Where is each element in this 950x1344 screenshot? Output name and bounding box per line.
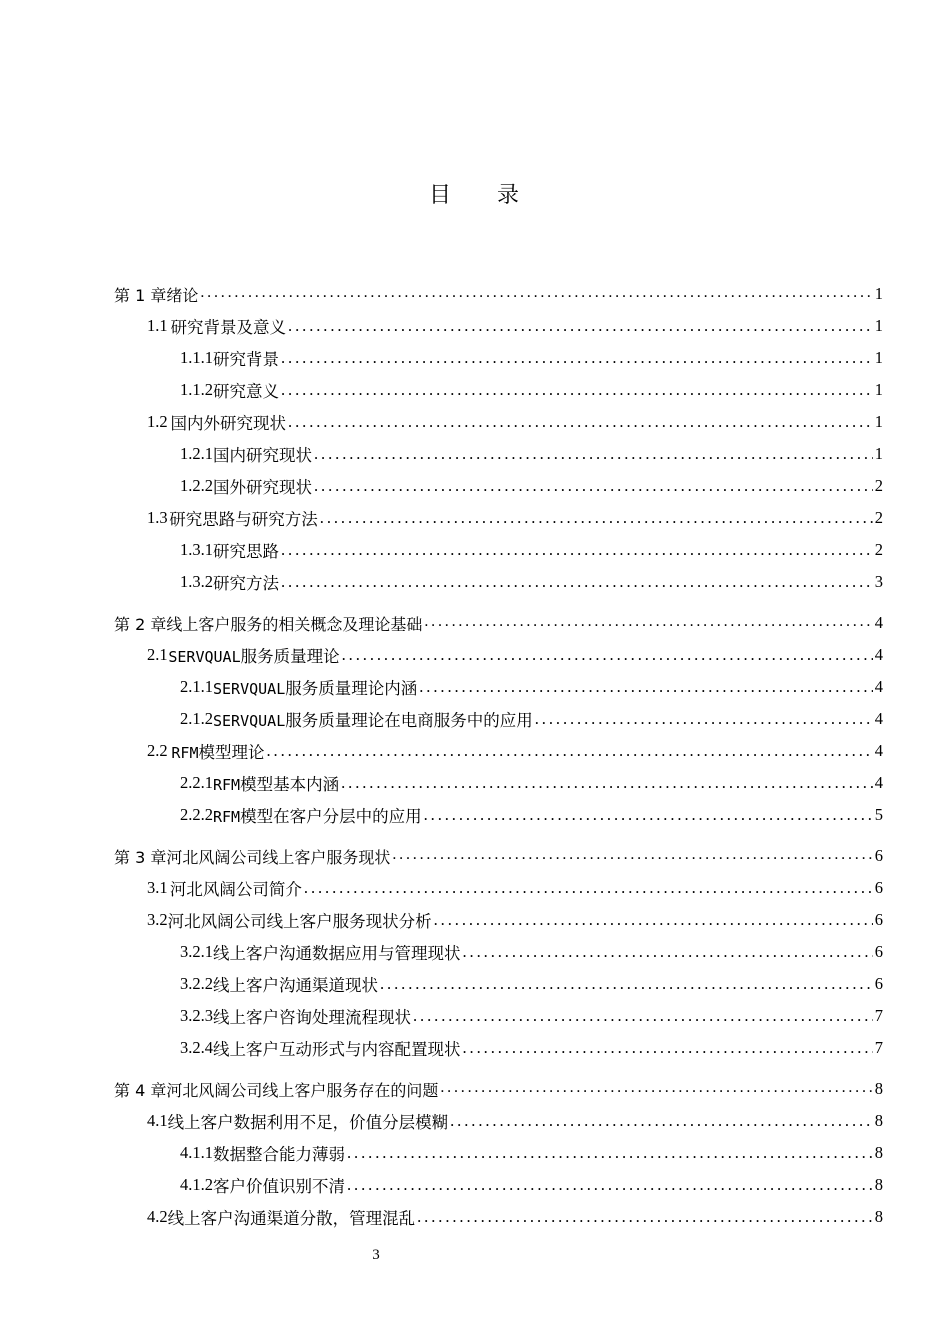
toc-entry-page: 1	[874, 348, 883, 367]
toc-entry-title-text: 线上客户咨询处理流程现状	[213, 1008, 411, 1027]
toc-leader-dots	[200, 284, 872, 303]
toc-entry-title-text: 研究思路与研究方法	[169, 510, 318, 529]
toc-entry-page: 4	[874, 613, 883, 632]
toc-entry-title	[171, 314, 287, 338]
toc-leader-dots	[281, 348, 873, 368]
toc-leader-dots	[320, 508, 873, 528]
toc-entry-page: 8	[874, 1175, 883, 1194]
toc-entry-title	[213, 1173, 345, 1197]
toc-subsection-entry[interactable]	[114, 1169, 883, 1201]
toc-entry-page: 6	[874, 846, 883, 865]
toc-entry-number: 4.2	[147, 1207, 168, 1226]
toc-entry-number: 4.1.1	[180, 1143, 213, 1162]
toc-leader-dots	[281, 380, 873, 400]
toc-entry-title-prefix: SERVQUAL	[213, 680, 286, 698]
toc-entry-title-text: 研究背景及意义	[170, 318, 287, 337]
toc-leader-dots	[314, 444, 873, 464]
toc-chapter-entry[interactable]	[114, 840, 883, 872]
toc-entry-title-text: 线上客户沟通渠道分散，管理混乱	[167, 1209, 416, 1228]
toc-entry-title	[213, 474, 312, 498]
toc-entry-title-text: 线上客户沟通渠道现状	[213, 976, 378, 995]
toc-entry-title-prefix: SERVQUAL	[213, 712, 286, 730]
toc-entry-number: 1.1.1	[180, 348, 213, 367]
toc-section-entry[interactable]	[114, 735, 883, 767]
toc-subsection-entry[interactable]	[114, 1032, 883, 1064]
toc-entry-title	[213, 707, 533, 731]
toc-entry-page: 6	[874, 910, 883, 929]
toc-subsection-entry[interactable]	[114, 438, 883, 470]
toc-entry-title-text: 线上客户数据利用不足，价值分层模糊	[167, 1113, 449, 1132]
toc-entry-page: 1	[874, 444, 883, 463]
toc-leader-dots	[314, 476, 873, 496]
toc-entry-page: 6	[874, 974, 883, 993]
toc-entry-title	[213, 1036, 461, 1060]
toc-heading	[0, 178, 950, 209]
toc-entry-page: 3	[874, 572, 883, 591]
toc-entry-title	[213, 570, 279, 594]
toc-entry-page: 6	[874, 878, 883, 897]
toc-leader-dots	[380, 974, 873, 994]
toc-entry-number: 1.3.2	[180, 572, 213, 591]
toc-entry-title-text: 客户价值识别不清	[213, 1177, 345, 1196]
toc-entry-title	[171, 739, 264, 763]
toc-entry-number: 2.2.2	[180, 805, 213, 824]
toc-entry-title	[171, 410, 287, 434]
toc-entry-page: 2	[874, 540, 883, 559]
toc-subsection-entry[interactable]	[114, 1137, 883, 1169]
toc-entry-title	[213, 940, 461, 964]
toc-entry-title-text: 模型理论	[198, 743, 265, 762]
toc-entry-page: 2	[874, 508, 883, 527]
toc-entry-title-text: 数据整合能力薄弱	[213, 1145, 345, 1164]
toc-entry-title	[213, 346, 279, 370]
toc-entry-title-text: 线上客户互动形式与内容配置现状	[213, 1040, 461, 1059]
toc-entry-title-prefix: RFM	[171, 744, 199, 762]
toc-entry-title	[213, 972, 378, 996]
toc-entry-title-text: 国外研究现状	[213, 478, 312, 497]
toc-entry-title	[213, 771, 339, 795]
toc-entry-title-text: 线上客户服务的相关概念及理论基础	[166, 614, 423, 634]
toc-entry-title-text: 研究意义	[213, 382, 279, 401]
toc-entry-title-prefix: SERVQUAL	[168, 648, 241, 666]
toc-entry-title-text: 河北风阔公司简介	[169, 880, 302, 899]
toc-entry-page: 8	[874, 1111, 883, 1130]
toc-entry-title-text: 服务质量理论	[240, 647, 340, 666]
toc-entry-title-text: 国内研究现状	[213, 446, 312, 465]
toc-section-entry[interactable]	[114, 872, 883, 904]
toc-entry-page: 4	[874, 773, 883, 792]
toc-subsection-entry[interactable]	[114, 968, 883, 1000]
toc-entry-title-text: 研究背景	[213, 350, 279, 369]
toc-entry-number: 1.1.2	[180, 380, 213, 399]
toc-chapter-entry[interactable]	[114, 278, 883, 310]
toc-leader-dots	[440, 1079, 872, 1098]
toc-entry-title	[168, 908, 432, 932]
toc-entry-title	[213, 538, 279, 562]
toc-entry-number: 3.2.2	[180, 974, 213, 993]
toc-entry-title	[169, 506, 318, 530]
toc-entry-title	[213, 1004, 411, 1028]
toc-subsection-entry[interactable]	[114, 936, 883, 968]
toc-entry-number: 1.2.1	[180, 444, 213, 463]
toc-subsection-entry[interactable]	[114, 566, 883, 598]
toc-leader-dots	[341, 773, 873, 793]
toc-entry-number: 1.2	[147, 412, 168, 431]
toc-leader-dots	[434, 910, 873, 930]
toc-entry-page: 8	[874, 1143, 883, 1162]
toc-section-entry[interactable]	[114, 639, 883, 671]
toc-leader-dots	[304, 878, 873, 898]
toc-entry-title-text: 线上客户沟通数据应用与管理现状	[213, 944, 461, 963]
toc-subsection-entry[interactable]	[114, 1000, 883, 1032]
toc-chapter-entry[interactable]	[114, 607, 883, 639]
toc-entry-number: 1.2.2	[180, 476, 213, 495]
toc-entry-title	[168, 643, 339, 667]
toc-heading-right: 录	[497, 183, 522, 208]
toc-leader-dots	[424, 805, 873, 825]
toc-leader-dots	[267, 741, 873, 761]
toc-subsection-entry[interactable]	[114, 671, 883, 703]
toc-leader-dots	[450, 1111, 873, 1131]
toc-subsection-entry[interactable]	[114, 799, 883, 831]
toc-entry-number: 第 2 章	[114, 614, 167, 634]
toc-leader-dots	[463, 942, 873, 962]
toc-entry-number: 4.1	[147, 1111, 168, 1130]
toc-entry-title-text: 河北风阔公司线上客户服务现状	[166, 847, 391, 867]
toc-entry-page: 4	[874, 709, 883, 728]
toc-heading-left: 目	[428, 183, 453, 208]
toc-entry-number: 3.2.1	[180, 942, 213, 961]
toc-entry-number: 第 3 章	[114, 847, 167, 867]
toc-entry-title-text: 国内外研究现状	[170, 414, 287, 433]
toc-entry-number: 1.3.1	[180, 540, 213, 559]
toc-entry-number: 2.1	[147, 645, 168, 664]
toc-entry-title	[213, 675, 417, 699]
toc-entry-number: 3.2.4	[180, 1038, 213, 1057]
toc-entry-title-prefix: RFM	[213, 808, 241, 826]
toc-entry-title	[170, 876, 302, 900]
toc-entry-number: 1.1	[147, 316, 168, 335]
toc-leader-dots	[281, 540, 873, 560]
toc-entry-title	[166, 612, 422, 635]
toc-entry-title	[213, 1141, 345, 1165]
toc-entry-page: 1	[874, 316, 883, 335]
toc-entry-number: 第 1 章	[114, 285, 167, 305]
toc-section-entry[interactable]	[114, 502, 883, 534]
toc-subsection-entry[interactable]	[114, 767, 883, 799]
toc-entry-page: 6	[874, 942, 883, 961]
toc-entry-title	[166, 845, 390, 868]
toc-entry-title-text: 研究思路	[213, 542, 279, 561]
toc-entry-number: 3.2.3	[180, 1006, 213, 1025]
toc-subsection-entry[interactable]	[114, 470, 883, 502]
toc-section-entry[interactable]	[114, 904, 883, 936]
toc-entry-title-text: 绪论	[166, 285, 199, 305]
toc-leader-dots	[392, 846, 872, 865]
toc-entry-title-text: 服务质量理论内涵	[285, 679, 418, 698]
toc-entry-page: 1	[874, 284, 883, 303]
toc-entry-title	[168, 1205, 416, 1229]
toc-entry-number: 3.2	[147, 910, 168, 929]
toc-entry-title-text: 研究方法	[213, 574, 279, 593]
toc-leader-dots	[413, 1006, 873, 1026]
toc-entry-title	[213, 378, 279, 402]
toc-leader-dots	[424, 613, 872, 632]
toc-leader-dots	[288, 412, 873, 432]
toc-leader-dots	[419, 677, 873, 697]
toc-entry-title	[213, 442, 312, 466]
toc-entry-title-text: 模型基本内涵	[240, 775, 340, 794]
toc-entry-title-text: 河北风阔公司线上客户服务现状分析	[167, 912, 432, 931]
toc-entry-page: 2	[874, 476, 883, 495]
toc-leader-dots	[347, 1143, 873, 1163]
toc-entry-title-text: 模型在客户分层中的应用	[240, 807, 422, 826]
toc-entry-number: 2.2.1	[180, 773, 213, 792]
toc-entry-number: 4.1.2	[180, 1175, 213, 1194]
toc-entry-page: 8	[874, 1079, 883, 1098]
toc-entry-title	[166, 283, 198, 306]
toc-entry-title-text: 服务质量理论在电商服务中的应用	[285, 711, 533, 730]
toc-entry-number: 2.1.2	[180, 709, 213, 728]
toc-entry-title-text: 河北风阔公司线上客户服务存在的问题	[166, 1080, 439, 1100]
toc-leader-dots	[417, 1207, 873, 1227]
toc-subsection-entry[interactable]	[114, 374, 883, 406]
toc-entry-page: 4	[874, 677, 883, 696]
toc-leader-dots	[347, 1175, 873, 1195]
toc-entry-page: 7	[874, 1038, 883, 1057]
toc-section-entry[interactable]	[114, 1105, 883, 1137]
toc-entry-number: 2.1.1	[180, 677, 213, 696]
toc-subsection-entry[interactable]	[114, 703, 883, 735]
toc-entry-page: 4	[874, 645, 883, 664]
toc-entry-title	[166, 1078, 438, 1101]
toc-entry-title-prefix: RFM	[213, 776, 241, 794]
page-number: 3	[372, 1247, 380, 1263]
toc-leader-dots	[342, 645, 873, 665]
toc-entry-page: 8	[874, 1207, 883, 1226]
toc-entry-number: 3.1	[147, 878, 168, 897]
toc-entry-page: 7	[874, 1006, 883, 1025]
toc-leader-dots	[535, 709, 873, 729]
toc-entry-title	[213, 803, 422, 827]
toc-entry-number: 第 4 章	[114, 1080, 167, 1100]
toc-subsection-entry[interactable]	[114, 342, 883, 374]
toc-section-entry[interactable]	[114, 310, 883, 342]
toc-entry-page: 1	[874, 380, 883, 399]
toc-entry-page: 5	[874, 805, 883, 824]
toc-entry-page: 1	[874, 412, 883, 431]
toc-section-entry[interactable]	[114, 406, 883, 438]
toc-leader-dots	[288, 316, 873, 336]
toc-subsection-entry[interactable]	[114, 534, 883, 566]
toc-entry-title	[168, 1109, 449, 1133]
table-of-contents	[114, 278, 883, 1233]
toc-chapter-entry[interactable]	[114, 1073, 883, 1105]
toc-section-entry[interactable]	[114, 1201, 883, 1233]
toc-leader-dots	[463, 1038, 873, 1058]
toc-entry-page: 4	[874, 741, 883, 760]
toc-entry-number: 2.2	[147, 741, 168, 760]
toc-leader-dots	[281, 572, 873, 592]
toc-entry-number: 1.3	[147, 508, 168, 527]
